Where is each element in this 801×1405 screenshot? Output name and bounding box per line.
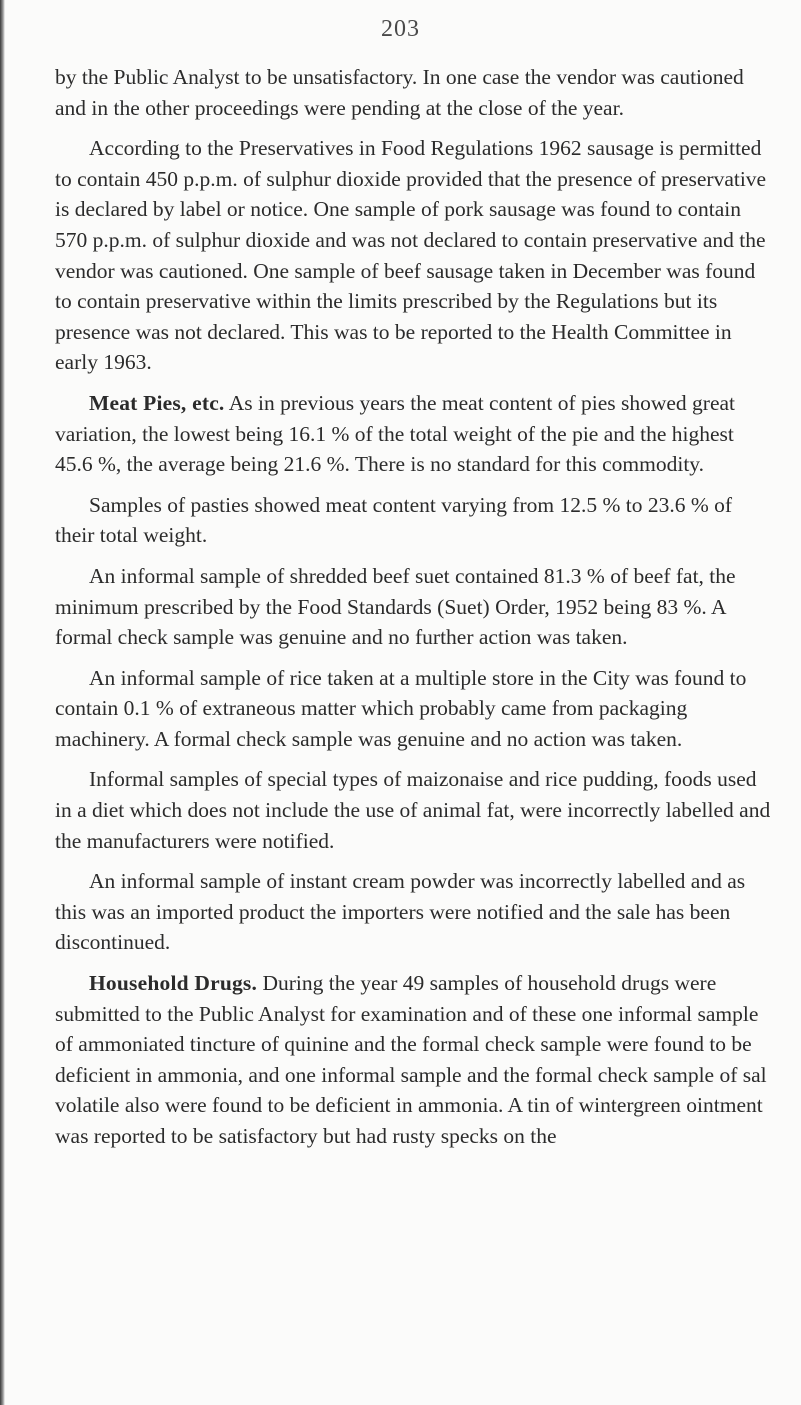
- paragraph-text: An informal sample of rice taken at a multiple store in the City was found to contain 0.1 % of extraneous matter which probably came from packaging machinery. A formal check sample was genuine and no action was taken.: [55, 665, 747, 751]
- paragraph-continuation: [55, 62, 773, 123]
- paragraph-suet: [55, 561, 773, 653]
- paragraph-text: According to the Preservatives in Food Regulations 1962 sausage is permitted to contain 450 p.p.m. of sulphur dioxide provided that the presence of preservative is declared by label or notice. One sample of pork sausage was found to contain 570 p.p.m. of sulphur dioxide and was not declared to contain preservative and the vendor was cautioned. One sample of beef sausage taken in December was found to contain preservative within the limits prescribed by the Regulations but its presence was not declared. This was to be reported to the Health Committee in early 1963.: [55, 136, 767, 375]
- paragraph-household-drugs: [55, 968, 773, 1152]
- paragraph-cream-powder: [55, 866, 773, 958]
- paragraph-maizonaise: [55, 764, 773, 856]
- paragraph-rice: [55, 663, 773, 755]
- paragraph-text: An informal sample of shredded beef suet contained 81.3 % of beef fat, the minimum prescribed by the Food Standards (Suet) Order, 1952 being 83 %. A formal check sample was genuine and no further action was taken.: [55, 563, 736, 650]
- paragraph-text: An informal sample of instant cream powder was incorrectly labelled and as this was an imported product the importers were notified and the sale has been discontinued.: [55, 869, 746, 955]
- paragraph-pasties: [55, 490, 773, 551]
- paragraph-text: by the Public Analyst to be unsatisfactory. In one case the vendor was cautioned and in the other proceedings were pending at the close of the year.: [55, 65, 744, 120]
- paragraph-text: As in previous years the meat content of pies showed great variation, the lowest being 16.1 % of the total weight of the pie and the highest 45.6 %, the average being 21.6 %. There is no standard for this commodity.: [55, 390, 736, 477]
- paragraph-preservatives: [55, 133, 773, 378]
- section-heading-household-drugs: Household Drugs.: [89, 971, 258, 996]
- paragraph-text: During the year 49 samples of household drugs were submitted to the Public Analyst for examination and of these one informal sample of ammoniated tincture of quinine and the formal check sample were found to be deficient in ammonia, and one informal sample and the formal check sample of sal volatile also were found to be deficient in ammonia. A tin of wintergreen ointment was reported to be satisfactory but had rusty specks on the: [55, 971, 767, 1148]
- document-body: [55, 62, 773, 1162]
- paragraph-text: Informal samples of special types of maizonaise and rice pudding, foods used in a diet which does not include the use of animal fat, were incorrectly labelled and the manufacturers were notified.: [55, 767, 771, 853]
- section-heading-meat-pies: Meat Pies, etc.: [89, 390, 225, 415]
- paragraph-text: Samples of pasties showed meat content varying from 12.5 % to 23.6 % of their total weight.: [55, 492, 733, 548]
- paragraph-meat-pies: [55, 388, 773, 480]
- page-binding-edge: [0, 0, 5, 1405]
- page-number: 203: [381, 16, 420, 42]
